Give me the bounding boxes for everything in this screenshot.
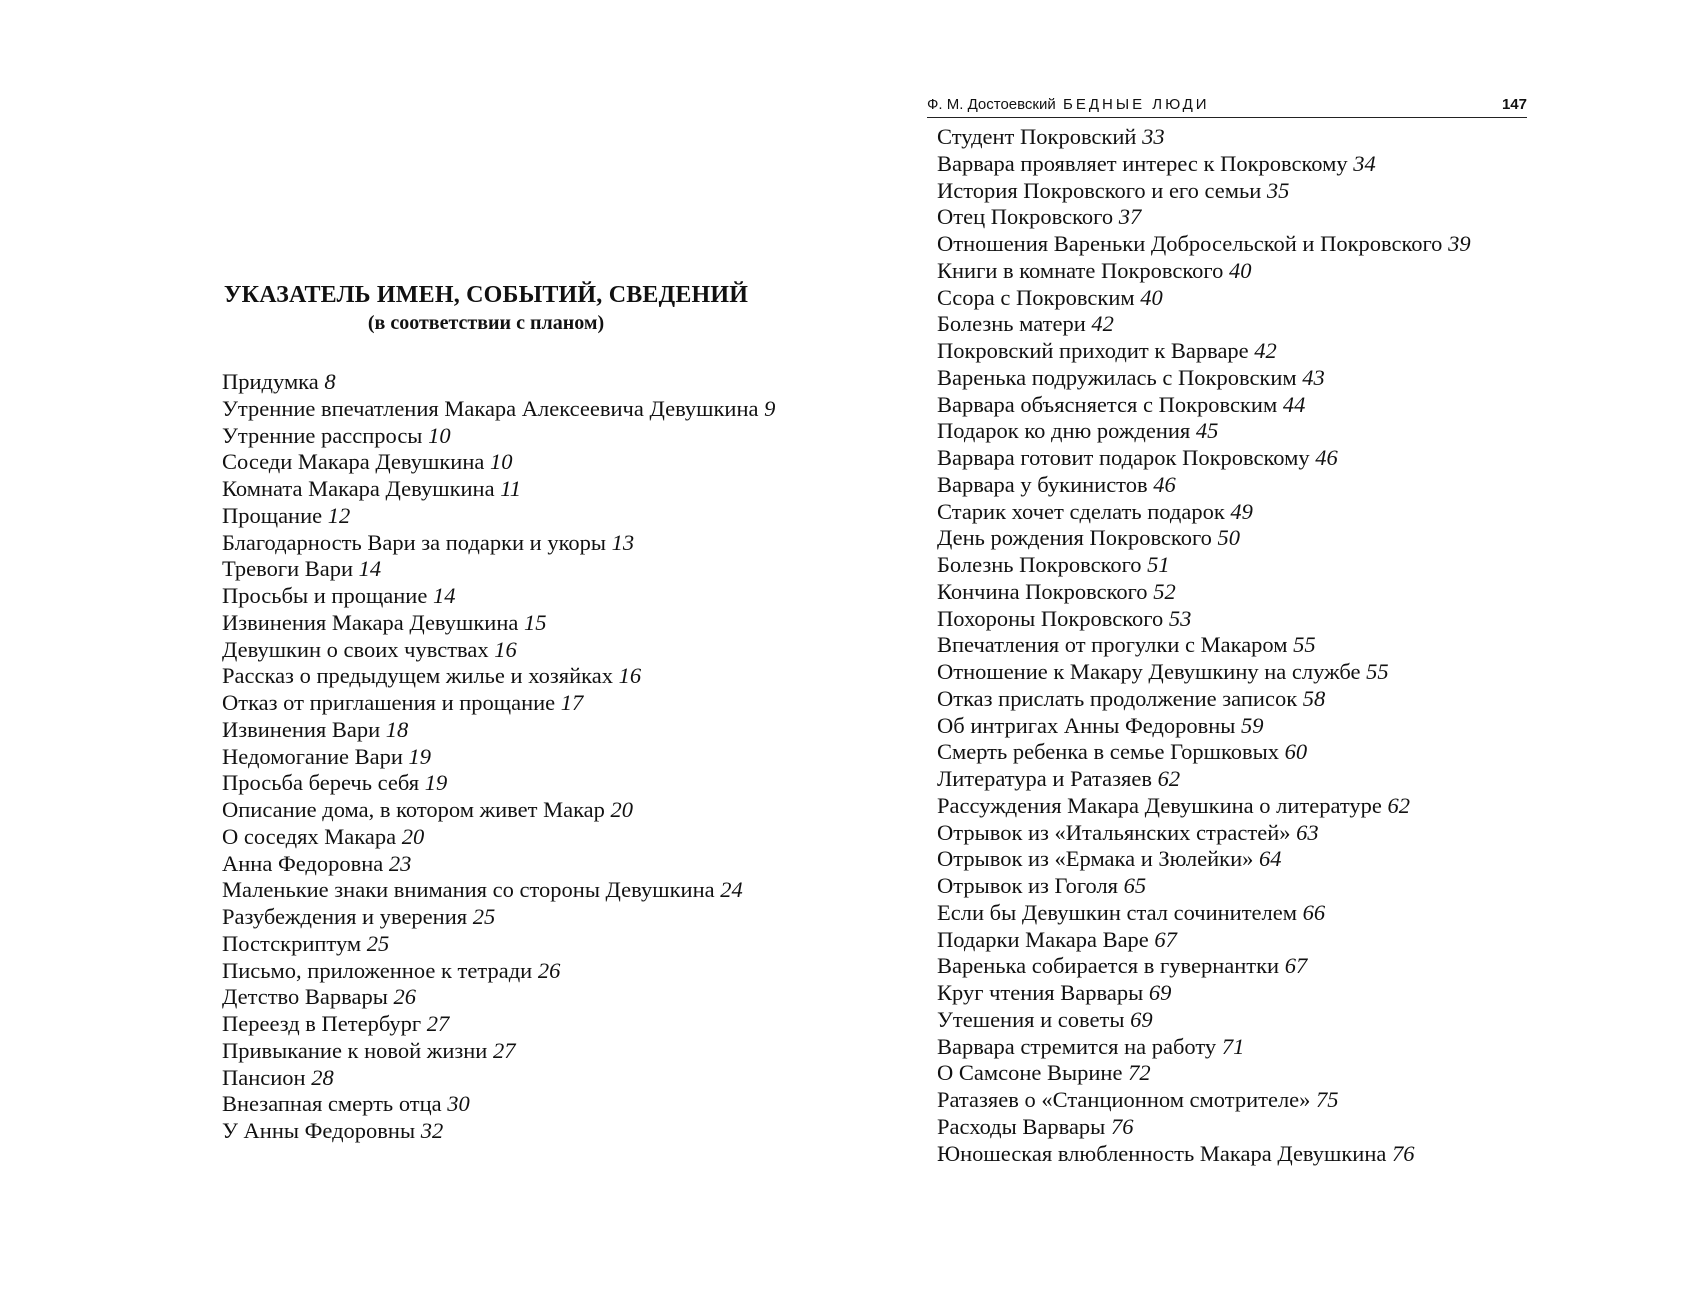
index-entry-text: Смерть ребенка в семье Горшковых bbox=[937, 739, 1280, 765]
index-entry-page-number: 40 bbox=[1228, 257, 1252, 283]
index-entry-text: Отказ от приглашения и прощание bbox=[222, 690, 556, 715]
index-entry-text: Подарок ко дню рождения bbox=[937, 418, 1191, 444]
index-entry-page-number: 25 bbox=[472, 904, 496, 929]
index-entry-text: О соседях Макара bbox=[222, 823, 397, 849]
index-entry-page-number: 76 bbox=[1392, 1140, 1415, 1166]
running-head bbox=[927, 95, 1527, 118]
index-entry bbox=[937, 311, 1517, 338]
index-entry-text: Впечатления от прогулки с Макаром bbox=[937, 632, 1288, 658]
index-entry-page-number: 26 bbox=[393, 984, 416, 1010]
index-entry-page-number: 37 bbox=[1118, 204, 1142, 230]
index-entry-list-left bbox=[222, 369, 778, 1145]
index-entry-text: Девушкин о своих чувствах bbox=[222, 636, 489, 662]
index-entry-text: Просьба беречь себя bbox=[222, 770, 420, 796]
index-subtitle: (в соответствии с планом) bbox=[367, 312, 605, 334]
index-entry-page-number: 19 bbox=[424, 770, 448, 796]
index-entry bbox=[222, 530, 778, 557]
index-entry-page-number: 46 bbox=[1315, 445, 1338, 470]
index-entry-text: Отказ прислать продолжение записок bbox=[937, 685, 1298, 711]
index-entry-page-number: 27 bbox=[426, 1011, 450, 1036]
index-entry-text: Отрывок из «Итальянских страстей» bbox=[937, 819, 1291, 845]
index-entry-text: Расходы Варвары bbox=[937, 1113, 1106, 1139]
index-entry-page-number: 63 bbox=[1296, 819, 1319, 845]
index-entry-page-number: 67 bbox=[1284, 953, 1308, 979]
index-entry-page-number: 20 bbox=[401, 823, 425, 849]
index-entry bbox=[937, 632, 1517, 659]
index-entry bbox=[222, 690, 778, 717]
index-entry-text: Привыкание к новой жизни bbox=[222, 1037, 488, 1063]
index-entry bbox=[937, 793, 1517, 820]
index-entry-list-right bbox=[937, 124, 1517, 1167]
index-entry bbox=[937, 445, 1517, 472]
index-entry-text: Просьбы и прощание bbox=[222, 583, 428, 608]
index-entry-text: Книги в комнате Покровского bbox=[937, 257, 1224, 283]
index-entry-text: Соседи Макара Девушкина bbox=[222, 449, 485, 475]
index-entry-text: Юношеская влюбленность Макара Девушкина bbox=[937, 1140, 1387, 1166]
index-entry-page-number: 64 bbox=[1259, 846, 1282, 872]
index-entry-page-number: 43 bbox=[1302, 364, 1325, 390]
index-entry-page-number: 50 bbox=[1217, 525, 1241, 551]
index-entry-page-number: 26 bbox=[537, 957, 561, 983]
index-entry-page-number: 33 bbox=[1142, 124, 1165, 149]
index-entry bbox=[937, 873, 1517, 900]
index-entry-text: Ссора с Покровским bbox=[937, 284, 1135, 310]
index-entry-page-number: 40 bbox=[1140, 284, 1163, 310]
index-entry-page-number: 45 bbox=[1195, 418, 1219, 444]
index-entry-text: Варвара у букинистов bbox=[937, 471, 1148, 497]
index-entry-page-number: 59 bbox=[1241, 712, 1264, 738]
index-entry-page-number: 58 bbox=[1302, 685, 1326, 711]
index-entry bbox=[937, 739, 1517, 766]
index-entry bbox=[222, 1011, 778, 1038]
index-entry-page-number: 66 bbox=[1302, 899, 1326, 925]
index-entry-page-number: 28 bbox=[311, 1064, 334, 1090]
index-entry-text: О Самсоне Вырине bbox=[937, 1060, 1123, 1086]
index-entry-page-number: 14 bbox=[432, 583, 456, 608]
index-entry-text: Недомогание Вари bbox=[222, 743, 403, 769]
index-entry-page-number: 52 bbox=[1153, 578, 1176, 604]
index-entry-page-number: 32 bbox=[420, 1118, 444, 1143]
index-entry-text: Анна Федоровна bbox=[222, 850, 384, 876]
index-entry-text: Если бы Девушкин стал сочинителем bbox=[937, 899, 1297, 925]
index-entry-text: Детство Варвары bbox=[222, 984, 388, 1010]
index-entry-page-number: 60 bbox=[1284, 739, 1308, 765]
index-entry-page-number: 8 bbox=[324, 369, 336, 394]
index-entry bbox=[937, 124, 1517, 151]
index-entry-text: Ратазяев о «Станционном смотрителе» bbox=[937, 1087, 1311, 1112]
index-entry-page-number: 62 bbox=[1157, 766, 1181, 791]
index-entry bbox=[222, 556, 778, 583]
index-entry-text: Разубеждения и уверения bbox=[222, 904, 468, 929]
index-entry-page-number: 76 bbox=[1110, 1113, 1134, 1139]
index-entry-page-number: 55 bbox=[1366, 659, 1389, 684]
index-entry-text: Рассказ о предыдущем жилье и хозяйках bbox=[222, 663, 613, 689]
index-entry bbox=[937, 1087, 1517, 1114]
index-entry-text: Болезнь Покровского bbox=[937, 552, 1142, 577]
index-title: УКАЗАТЕЛЬ ИМЕН, СОБЫТИЙ, СВЕДЕНИЙ bbox=[223, 282, 749, 308]
index-entry-text: Варвара готовит подарок Покровскому bbox=[937, 445, 1310, 470]
index-entry bbox=[937, 231, 1517, 258]
index-entry-text: Описание дома, в котором живет Макар bbox=[222, 797, 605, 822]
index-entry-page-number: 27 bbox=[492, 1037, 516, 1063]
index-entry-page-number: 16 bbox=[494, 636, 517, 662]
index-entry-text: Благодарность Вари за подарки и укоры bbox=[222, 529, 607, 555]
index-entry-text: Прощание bbox=[222, 502, 323, 528]
index-entry-text: Подарки Макара Варе bbox=[937, 926, 1149, 952]
index-entry-text: Извинения Макара Девушкина bbox=[222, 609, 519, 635]
index-entry bbox=[222, 931, 778, 958]
index-entry bbox=[222, 770, 778, 797]
index-entry bbox=[937, 525, 1517, 552]
index-entry-page-number: 65 bbox=[1123, 873, 1147, 898]
index-entry-page-number: 69 bbox=[1130, 1006, 1153, 1032]
index-entry-text: История Покровского и его семьи bbox=[937, 177, 1262, 203]
index-entry bbox=[222, 958, 778, 985]
index-entry-text: Утренние расспросы bbox=[222, 422, 423, 448]
index-entry-text: Переезд в Петербург bbox=[222, 1011, 422, 1036]
index-entry-text: День рождения Покровского bbox=[937, 525, 1212, 551]
index-entry bbox=[937, 606, 1517, 633]
index-entry-text: Отношение к Макару Девушкину на службе bbox=[937, 659, 1361, 684]
index-entry bbox=[937, 579, 1517, 606]
index-entry bbox=[937, 472, 1517, 499]
index-entry bbox=[937, 900, 1517, 927]
index-entry-text: Придумка bbox=[222, 369, 319, 394]
index-entry bbox=[937, 1114, 1517, 1141]
index-entry bbox=[937, 1007, 1517, 1034]
index-entry-page-number: 23 bbox=[388, 850, 412, 876]
index-entry-page-number: 62 bbox=[1387, 792, 1411, 818]
index-entry bbox=[222, 1118, 778, 1145]
index-entry-text: Покровский приходит к Варваре bbox=[937, 338, 1249, 363]
index-entry bbox=[937, 1034, 1517, 1061]
index-entry-text: Студент Покровский bbox=[937, 124, 1137, 149]
index-entry-text: Об интригах Анны Федоровны bbox=[937, 712, 1236, 738]
index-entry bbox=[222, 744, 778, 771]
index-entry-page-number: 16 bbox=[618, 663, 642, 689]
index-entry-page-number: 12 bbox=[327, 502, 351, 528]
index-entry bbox=[222, 1065, 778, 1092]
index-entry-page-number: 14 bbox=[358, 556, 382, 582]
index-entry bbox=[937, 980, 1517, 1007]
index-entry-page-number: 10 bbox=[428, 422, 451, 448]
index-entry bbox=[222, 396, 778, 423]
index-entry-page-number: 71 bbox=[1221, 1033, 1245, 1059]
index-entry-page-number: 49 bbox=[1230, 498, 1253, 524]
index-entry-text: Варвара стремится на работу bbox=[937, 1033, 1217, 1059]
index-entry bbox=[222, 583, 778, 610]
index-entry-page-number: 11 bbox=[500, 476, 522, 501]
index-entry-page-number: 42 bbox=[1254, 338, 1277, 363]
index-entry bbox=[937, 338, 1517, 365]
index-entry bbox=[937, 418, 1517, 445]
index-entry bbox=[937, 846, 1517, 873]
index-entry bbox=[937, 285, 1517, 312]
index-entry-page-number: 72 bbox=[1128, 1060, 1151, 1086]
index-entry bbox=[222, 824, 778, 851]
index-entry-page-number: 67 bbox=[1154, 926, 1177, 952]
index-entry-text: Письмо, приложенное к тетради bbox=[222, 957, 533, 983]
index-entry-text: Утешения и советы bbox=[937, 1006, 1125, 1032]
index-entry-text: Комната Макара Девушкина bbox=[222, 476, 495, 501]
index-entry-text: Круг чтения Варвары bbox=[937, 980, 1144, 1005]
index-entry-text: Старик хочет сделать подарок bbox=[937, 498, 1225, 524]
index-entry bbox=[937, 686, 1517, 713]
index-entry bbox=[937, 766, 1517, 793]
index-entry bbox=[937, 713, 1517, 740]
index-entry-text: Отношения Вареньки Добросельской и Покровского bbox=[937, 231, 1443, 256]
page-number: 147 bbox=[1501, 96, 1527, 113]
index-entry-text: Варвара проявляет интерес к Покровскому bbox=[937, 150, 1348, 176]
index-entry-text: Болезнь матери bbox=[937, 311, 1086, 337]
index-entry-page-number: 17 bbox=[560, 690, 584, 715]
index-title-block bbox=[222, 280, 750, 336]
index-entry bbox=[937, 552, 1517, 579]
index-entry-text: Кончина Покровского bbox=[937, 578, 1148, 604]
index-entry-text: Извинения Вари bbox=[222, 716, 381, 742]
index-entry bbox=[222, 637, 778, 664]
index-entry-page-number: 20 bbox=[610, 797, 634, 822]
index-entry bbox=[222, 717, 778, 744]
index-entry-text: Утренние впечатления Макара Алексеевича Девушкина bbox=[222, 395, 759, 421]
index-entry-page-number: 39 bbox=[1448, 231, 1471, 256]
index-entry-page-number: 69 bbox=[1148, 980, 1172, 1005]
index-entry-page-number: 34 bbox=[1353, 150, 1376, 176]
index-entry-page-number: 46 bbox=[1153, 471, 1176, 497]
index-entry-text: Похороны Покровского bbox=[937, 605, 1164, 631]
index-entry-text: Пансион bbox=[222, 1064, 306, 1090]
running-head-book-title: БЕДНЫЕ ЛЮДИ bbox=[1063, 96, 1210, 113]
running-head-author: Ф. М. Достоевский bbox=[927, 96, 1056, 113]
index-entry-text: У Анны Федоровны bbox=[222, 1118, 416, 1143]
index-entry-page-number: 25 bbox=[366, 930, 390, 956]
index-entry bbox=[222, 1091, 778, 1118]
index-entry bbox=[222, 851, 778, 878]
index-entry bbox=[937, 1141, 1517, 1168]
index-entry bbox=[937, 659, 1517, 686]
index-entry-page-number: 44 bbox=[1282, 391, 1306, 417]
index-entry bbox=[937, 204, 1517, 231]
index-entry-page-number: 53 bbox=[1168, 605, 1192, 631]
index-entry-page-number: 51 bbox=[1147, 552, 1170, 577]
index-entry bbox=[222, 797, 778, 824]
index-entry-page-number: 13 bbox=[611, 529, 635, 555]
index-entry bbox=[222, 663, 778, 690]
index-entry-text: Внезапная смерть отца bbox=[222, 1091, 442, 1117]
index-entry bbox=[937, 178, 1517, 205]
index-entry bbox=[222, 503, 778, 530]
index-entry-page-number: 42 bbox=[1091, 311, 1114, 337]
index-entry-page-number: 15 bbox=[523, 609, 547, 635]
index-entry bbox=[937, 258, 1517, 285]
index-entry-text: Отрывок из Гоголя bbox=[937, 873, 1119, 898]
index-entry bbox=[937, 151, 1517, 178]
index-entry bbox=[937, 392, 1517, 419]
index-entry-text: Рассуждения Макара Девушкина о литературе bbox=[937, 792, 1382, 818]
index-entry-text: Отец Покровского bbox=[937, 204, 1114, 230]
index-entry bbox=[222, 904, 778, 931]
index-entry-page-number: 19 bbox=[408, 743, 432, 769]
index-entry-text: Постскриптум bbox=[222, 930, 362, 956]
index-entry bbox=[222, 984, 778, 1011]
right-page bbox=[845, 0, 1690, 1312]
index-entry-page-number: 18 bbox=[385, 716, 409, 742]
index-entry-page-number: 10 bbox=[489, 449, 513, 475]
index-entry-text: Варенька подружилась с Покровским bbox=[937, 364, 1297, 390]
index-entry bbox=[222, 369, 778, 396]
index-entry bbox=[222, 610, 778, 637]
index-entry bbox=[222, 423, 778, 450]
index-entry bbox=[222, 476, 778, 503]
index-entry bbox=[937, 927, 1517, 954]
index-entry-text: Литература и Ратазяев bbox=[937, 766, 1152, 791]
index-entry-text: Отрывок из «Ермака и Зюлейки» bbox=[937, 846, 1254, 872]
index-entry-page-number: 30 bbox=[447, 1091, 470, 1117]
index-entry-page-number: 75 bbox=[1316, 1087, 1339, 1112]
index-entry-page-number: 35 bbox=[1266, 177, 1290, 203]
index-entry-text: Варвара объясняется с Покровским bbox=[937, 391, 1278, 417]
index-entry-text: Тревоги Вари bbox=[222, 556, 354, 582]
index-entry-text: Маленькие знаки внимания со стороны Девушкина bbox=[222, 877, 715, 903]
index-entry bbox=[222, 877, 778, 904]
index-entry bbox=[937, 1060, 1517, 1087]
index-entry-page-number: 55 bbox=[1293, 632, 1316, 658]
index-entry bbox=[222, 449, 778, 476]
index-entry bbox=[937, 499, 1517, 526]
index-entry-text: Варенька собирается в гувернантки bbox=[937, 953, 1280, 979]
index-entry bbox=[937, 820, 1517, 847]
index-entry bbox=[222, 1038, 778, 1065]
index-entry bbox=[937, 953, 1517, 980]
index-entry bbox=[937, 365, 1517, 392]
index-entry-page-number: 24 bbox=[720, 877, 743, 903]
index-entry-page-number: 9 bbox=[764, 395, 776, 421]
